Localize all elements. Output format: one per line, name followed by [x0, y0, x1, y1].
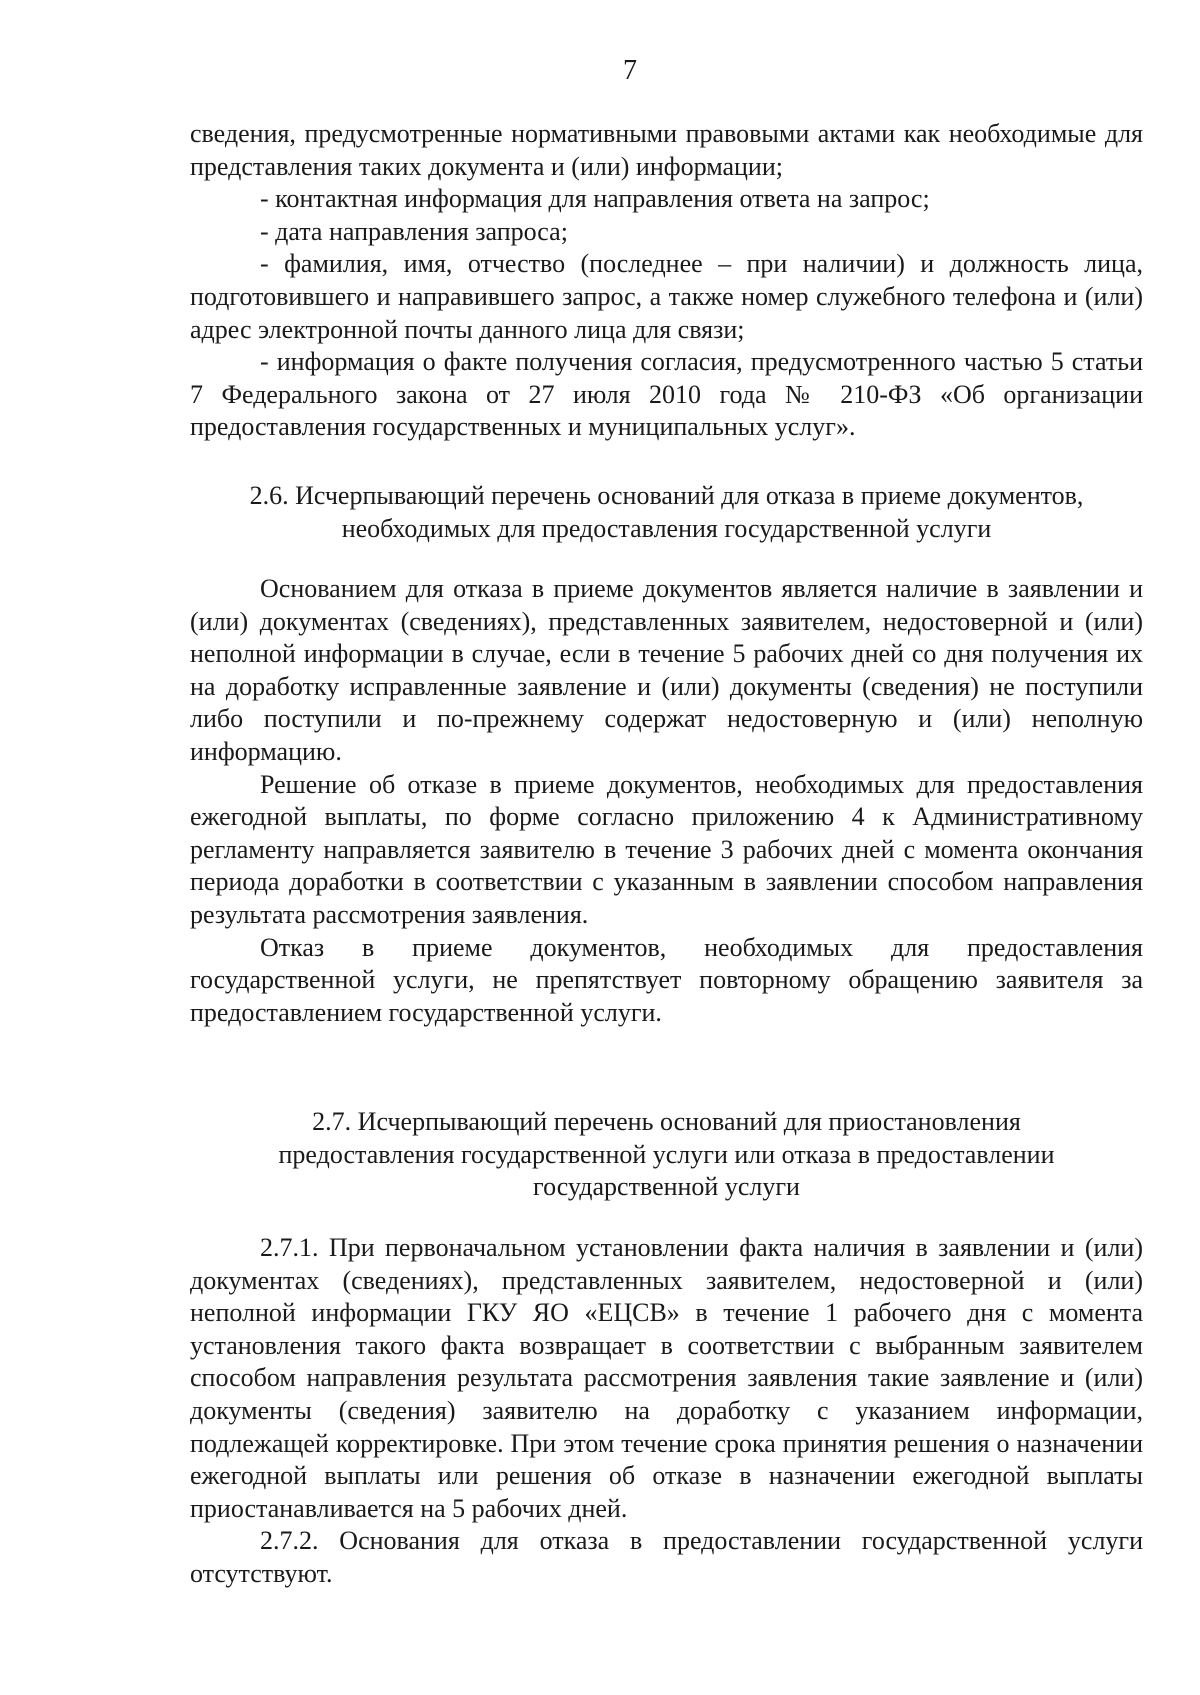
heading-2-7 [190, 1106, 1143, 1204]
heading-2-6 [190, 480, 1143, 545]
heading-line: государственной услуги [533, 1172, 800, 1202]
paragraph: 2.7.1. При первоначальном установлении факта наличия в заявлении и (или) документах (сведениях), представленных заявителем, недостоверной и (или) неполной информации ГКУ ЯО «ЕЦСВ» в течение 1 рабочего дня с момента установления такого факта возвращает в соответствии с выбранным заявителем способом направления результата рассмотрения заявления такие заявление и (или) документы (сведения) заявителю на доработку с указанием информации, подлежащей корректировке. При этом течение срока принятия решения о назначении ежегодной выплаты или решения об отказе в назначении ежегодной выплаты приостанавливается на 5 рабочих дней. [190, 1233, 1143, 1523]
heading-line: 2.7. Исчерпывающий перечень оснований для приостановления [312, 1107, 1021, 1136]
paragraph: Основанием для отказа в приеме документов является наличие в заявлении и (или) документах (сведениях), представленных заявителем, недостоверной и (или) неполной информации в случае, если в течение 5 рабочих дней со дня получения их на доработку исправленные заявление и (или) документы (сведения) не поступили либо поступили и по-прежнему содержат недостоверную и (или) неполную информацию. [190, 574, 1143, 766]
heading-line: предоставления государственной услуги или отказа в предоставлении [278, 1139, 1055, 1169]
list-item: - дата направления запроса; [260, 216, 568, 246]
heading-line: 2.6. Исчерпывающий перечень оснований для отказа в приеме документов, [249, 481, 1084, 510]
list-item: - контактная информация для направления ответа на запрос; [260, 184, 930, 214]
page-number: 7 [623, 55, 637, 86]
section-2-5-continuation [190, 118, 1143, 444]
paragraph: сведения, предусмотренные нормативными правовыми актами как необходимые для представления таких документа и (или) информации; [190, 119, 1143, 181]
paragraph: Отказ в приеме документов, необходимых для предоставления государственной услуги, не препятствует повторному обращению заявителя за предоставлением государственной услуги. [190, 932, 1143, 1027]
list-item: - информация о факте получения согласия, предусмотренного частью 5 статьи 7 Федерального закона от 27 июля 2010 года № 210-ФЗ «Об организации предоставления государственных и муниципальных услуг». [190, 347, 1143, 442]
section-2-7-body [190, 1232, 1143, 1591]
list-item: - фамилия, имя, отчество (последнее – при наличии) и должность лица, подготовившего и направившего запрос, а также номер служебного телефона и (или) адрес электронной почты данного лица для связи; [190, 249, 1143, 344]
paragraph: 2.7.2. Основания для отказа в предоставлении государственной услуги отсутствуют. [190, 1526, 1143, 1588]
paragraph: Решение об отказе в приеме документов, необходимых для предоставления ежегодной выплаты, по форме согласно приложению 4 к Административному регламенту направляется заявителю в течение 3 рабочих дней с момента окончания периода доработки в соответствии с указанным в заявлении способом направления результата рассмотрения заявления. [190, 769, 1143, 929]
heading-line: необходимых для предоставления государственной услуги [341, 513, 992, 543]
section-2-6-body [190, 573, 1143, 1029]
